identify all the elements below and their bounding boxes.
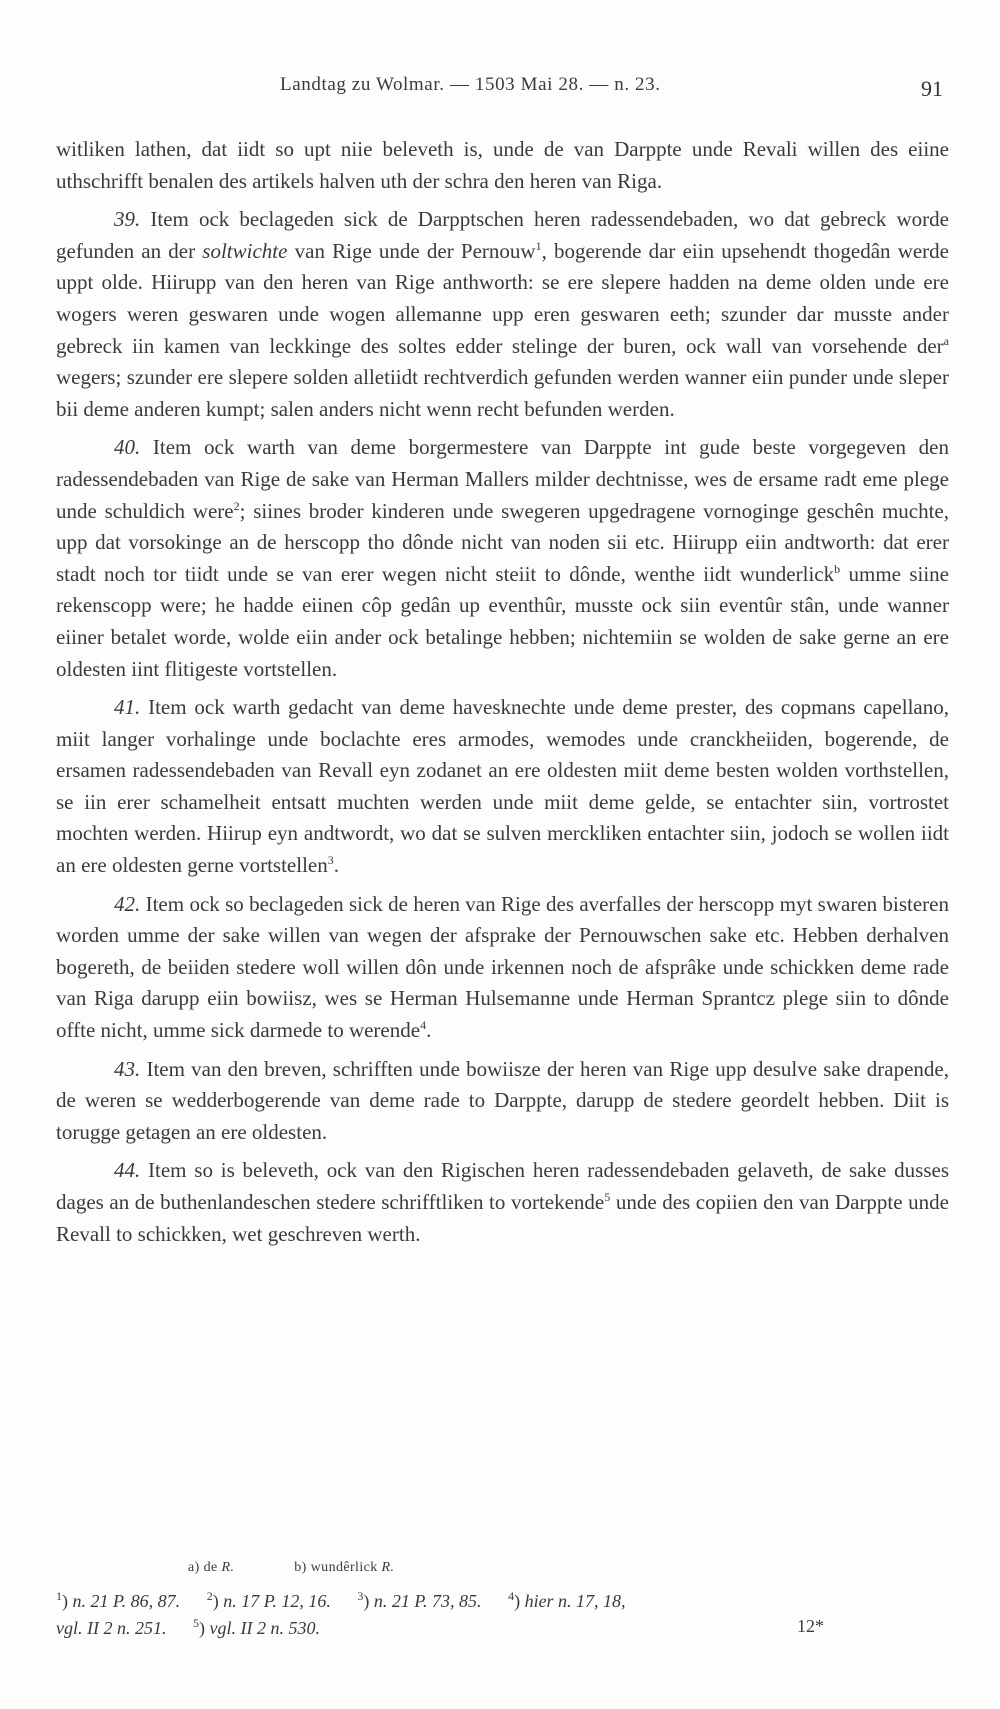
textual-note-ref: a: [943, 333, 949, 348]
textual-note: b) wundêrlick R.: [294, 1560, 395, 1575]
footnote-4-continued: vgl. II 2 n. 251.: [56, 1618, 167, 1638]
footnote-5: $^5$) vgl. II 2 n. 530.: [192, 1616, 320, 1638]
item-42: 42. Item ock so beclageden sick de heren van Rige des averfalles der herscopp myt swaren bisteren worden umme der sake willen van wegen der afsprake der Pernouwschen sake etc. Hebben derhalven bogereth, de beiiden stedere woll willen dôn unde irkennen noch de afsprâke unde schickken deme rade van Riga darupp eiin bowiisz, wes se Herman Hulsemanne unde Herman Sprantcz plege siin to dônde offte nicht, umme sick darmede to werende$^4$.: [56, 891, 949, 1043]
footnote-1: $^1$) n. 21 P. 86, 87.: [56, 1589, 181, 1611]
intro-paragraph: witliken lathen, dat iidt so upt niie beleveth is, unde de van Darppte unde Revali willen des eiine uthschrifft benalen des artikels halven uth der schra den heren van Riga.: [56, 137, 949, 193]
footnote-ref: 4: [420, 1018, 427, 1033]
footnote-ref: 3: [327, 853, 334, 868]
running-head: Landtag zu Wolmar. — 1503 Mai 28. — n. 23.: [280, 74, 661, 95]
item-number: 42.: [114, 891, 141, 916]
textual-note: a) de R.: [188, 1560, 235, 1575]
item-41: 41. Item ock warth gedacht van deme havesknechte unde deme prester, des copmans capellano, miit langer vorhalinge unde boclachte eres armodes, wemodes unde cranckheiiden, bogerende, de ersamen radessendebaden van Revall eyn zodanet an ere oldesten miit deme besten wolden vorthstellen, se iin erer schamelheit entsatt muchten werden unde miit deme gelde, se entachter siin, vortrostet mochten werden. Hiirup eyn andtwordt, wo dat se sulven merckliken entachter siin, jodoch se wollen iidt an ere oldesten gerne vortstellen$^3$.: [56, 695, 949, 878]
item-44: 44. Item so is beleveth, ock van den Rigischen heren radessendebaden gelaveth, de sake dusses dages an de buthenlandeschen stedere schrifftliken to vortekende$^5$ unde des copiien den van Darppte unde Revall to schickken, wet geschreven werth.: [56, 1158, 949, 1246]
item-43: 43. Item van den breven, schrifften unde bowiisze der heren van Rige upp desulve sake drapende, de weren se wedderbogerende van deme rade to Darppte, darupp de stedere geordelt hebben. Diit is torugge getagen an ere oldesten.: [56, 1056, 949, 1144]
footnote-ref: 1: [535, 238, 542, 253]
textual-notes: [56, 1560, 949, 1576]
footnote-4: $^4$) hier n. 17, 18,: [508, 1589, 626, 1611]
item-number: 40.: [114, 435, 141, 460]
footnote-2: $^2$) n. 17 P. 12, 16.: [206, 1589, 331, 1611]
item-number: 41.: [114, 695, 141, 720]
item-39: 39. Item ock beclageden sick de Darpptschen heren radessendebaden, wo dat gebreck worde gefunden an der soltwichte van Rige unde der Pernouw$^1$, bogerende dar eiin upsehendt thogedân werde uppt olde. Hiirupp van den heren van Rige anthworth: se ere slepere hadden na deme olden unde ere wogers weren geswaren unde wogen allemanne upp eren geswaren eeth; szunder dar musste ander gebreck iin kamen van leckkinge des soltes edder stelinge der buren, ock wall van vorsehende der$^a$ wegers; szunder ere slepere solden alletiidt rechtverdich gefunden werden wanner eiin punder unde sleper bii deme anderen kumpt; salen anders nicht wenn recht befunden werden.: [56, 207, 949, 421]
footnote-ref: 5: [604, 1190, 611, 1204]
item-number: 44.: [114, 1158, 141, 1183]
item-number: 43.: [114, 1056, 141, 1081]
page-header: [0, 74, 1000, 104]
signature-mark: 12*: [797, 1616, 824, 1636]
footnote-ref: 2: [233, 498, 240, 513]
textual-note-ref: b: [834, 561, 841, 576]
footnotes-line-1: [56, 1588, 949, 1615]
item-number: 39.: [114, 207, 141, 232]
body-text: [56, 134, 949, 1250]
page-number: 91: [921, 76, 943, 101]
item-40: 40. Item ock warth van deme borgermestere van Darppte int gude beste vorgegeven den radessendebaden van Rige de sake van Herman Mallers milder dechtnisse, wes de ersame radt eme plege unde schuldich were$^2$; siines broder kinderen unde swegeren upgedragene vornoginge geschên muchte, upp dat vorsokinge an de herscopp tho dônde nicht van noden sii etc. Hiirupp eiin andtworth: dat erer stadt noch tor tiidt unde se van erer wegen nicht steiit to dônde, wenthe iidt wunderlick$^b$ umme siine rekenscopp were; he hadde eiinen côp gedân up eventhûr, musste ock siin eventûr stân, unde wanner eiiner betalet worde, wolde eiin ander ock betalinge hebben; nichtemiin se wolden de sake gerne an ere oldesten iint flitigeste vortstellen.: [56, 435, 950, 681]
footnote-3: $^3$) n. 21 P. 73, 85.: [357, 1589, 482, 1611]
